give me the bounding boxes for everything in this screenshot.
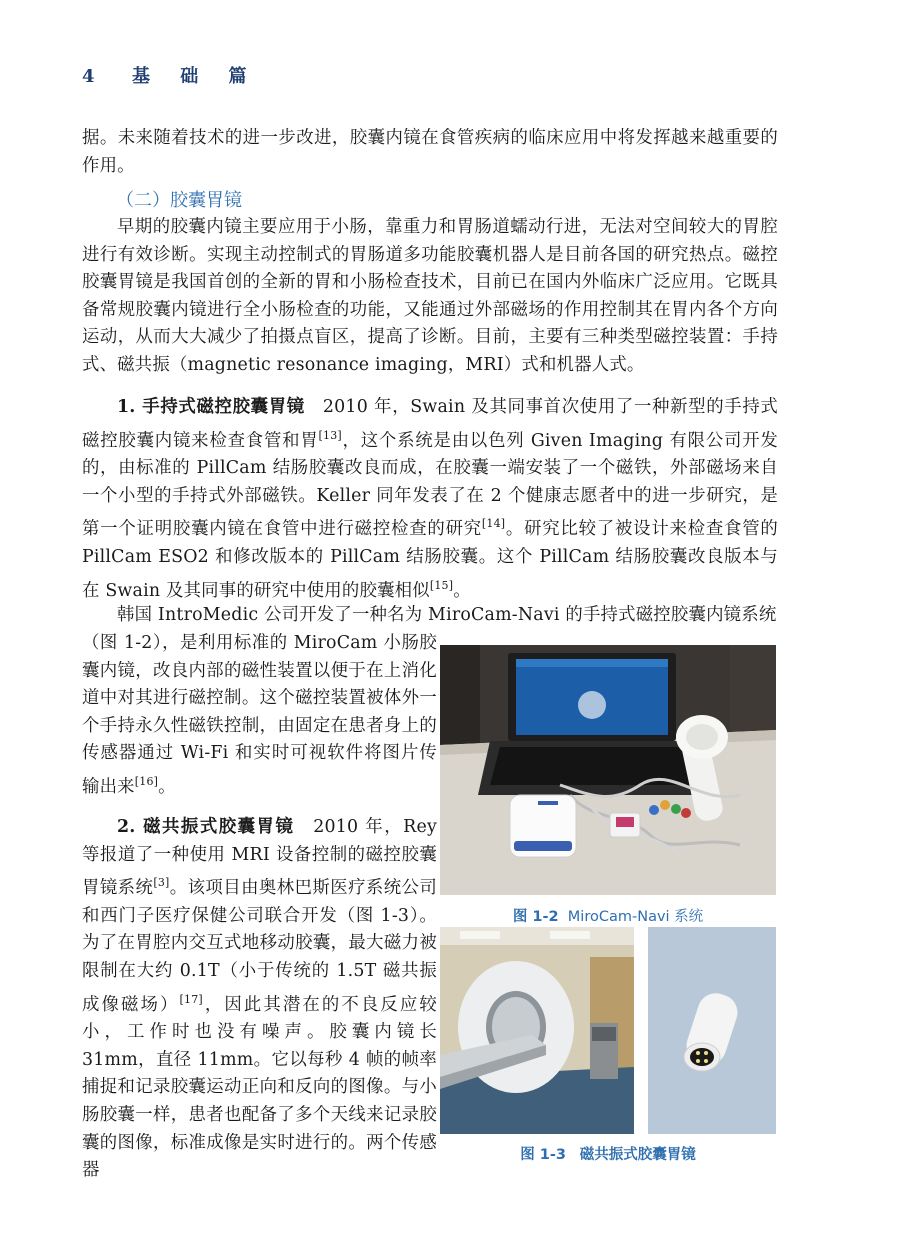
mri-text-3: ，因此其潜在的不良反应较小，工作时也没有噪声。胶囊内镜长 31mm，直径 11mm。它以每秒 4 帧的帧率捕捉和记录胶囊运动正向和反向的图像。与小肠胶囊一样，患者也配备了多个天线来记录胶囊的图像，标准成像是实时进行的。两个传感器 <box>82 994 437 1181</box>
paragraph-continued: 据。未来随着技术的进一步改进，胶囊内镜在食管疾病的临床应用中将发挥越来越重要的作用。 <box>82 128 778 176</box>
handheld-text-1: 2010 年，Swain 及其同事首次使用了一种新型的手持式磁控胶囊内镜来检查食管和胃 <box>82 397 778 451</box>
korea-text-1: （图 1-2），是利用标准的 MiroCam 小肠胶囊内镜，改良内部的磁性装置以便于在上消化道中对其进行磁控制。这个磁控装置被体外一个手持永久性磁铁控制，由固定在患者身上的传感器通过 Wi-Fi 和实时可视软件将图片传输出来 <box>82 633 437 797</box>
paragraph-intro: 早期的胶囊内镜主要应用于小肠，靠重力和胃肠道蠕动行进，无法对空间较大的胃腔进行有效诊断。实现主动控制式的胃肠道多功能胶囊机器人是目前各国的研究热点。磁控胶囊胃镜是我国首创的全新的胃和小肠检查技术，目前已在国内外临床广泛应用。它既具备常规胶囊内镜进行全小肠检查的功能，又能通过外部磁场的作用控制其在胃内各个方向运动，从而大大减少了拍摄点盲区，提高了诊断。目前，主要有三种类型磁控装置：手持式、磁共振（magnetic resonance imaging，MRI）式和机器人式。 <box>82 217 778 375</box>
handheld-heading: 1. 手持式磁控胶囊胃镜 <box>117 397 305 417</box>
korea-text-2: 。 <box>158 776 176 797</box>
paragraph-mri <box>82 814 437 1185</box>
handheld-text-3: 。研究比较了被设计来检查食管的 PillCam ESO2 和修改版本的 PillCam 结肠胶囊。这个 PillCam 结肠胶囊改良版本与在 Swain 及其同事的研究中使用的胶囊相似 <box>82 519 778 601</box>
paragraph-korea <box>82 630 437 802</box>
citation: [14] <box>481 517 506 531</box>
figure-1-3-capsule-photo <box>648 927 776 1134</box>
figure-1-3-title: 磁共振式胶囊胃镜 <box>579 1147 696 1163</box>
citation: [16] <box>134 774 159 788</box>
capsule-illustration <box>648 927 776 1134</box>
section-title: 基 础 篇 <box>132 66 259 87</box>
mri-text-2: 。该项目由奥林巴斯医疗系统公司和西门子医疗保健公司联合开发（图 1-3）。为了在胃腔内交互式地移动胶囊，最大磁力被限制在大约 0.1T（小于传统的 1.5T 磁共振成像磁场） <box>82 878 437 1015</box>
page-number: 4 <box>82 66 95 87</box>
citation: [3] <box>153 876 170 890</box>
figure-1-2-caption <box>440 905 776 926</box>
mri-scanner-illustration <box>440 927 634 1134</box>
figure-1-3-caption <box>440 1143 776 1164</box>
page-header <box>82 62 259 88</box>
section-heading: （二）胶囊胃镜 <box>116 190 242 211</box>
mirocam-navi-illustration <box>440 645 776 895</box>
figure-1-2-label: 图 1-2 <box>512 909 559 925</box>
figure-1-3-label: 图 1-3 <box>520 1147 566 1163</box>
figure-1-3-mri-photo <box>440 927 634 1134</box>
citation: [17] <box>179 992 203 1006</box>
paragraph-korea-first-line: 韩国 IntroMedic 公司开发了一种名为 MiroCam-Navi 的手持式磁控胶囊内镜系统 <box>117 605 777 625</box>
figure-1-2-title: MiroCam-Navi 系统 <box>567 909 704 925</box>
citation: [15] <box>429 578 454 592</box>
handheld-text-2: ，这个系统是由以色列 Given Imaging 有限公司开发的，由标准的 PillCam 结肠胶囊改良而成，在胶囊一端安装了一个磁铁，外部磁场来自一个小型的手持式外部磁铁。Keller 同年发表了在 2 个健康志愿者中的进一步研究，是第一个证明胶囊内镜在食管中进行磁控检查的研究 <box>82 430 778 540</box>
citation: [13] <box>318 428 342 442</box>
handheld-text-4: 。 <box>453 580 471 601</box>
figure-1-2-photo <box>440 645 776 895</box>
paragraph-handheld <box>82 394 778 605</box>
mri-text-1: 2010 年，Rey 等报道了一种使用 MRI 设备控制的磁控胶囊胃镜系统 <box>82 817 437 899</box>
mri-heading: 2. 磁共振式胶囊胃镜 <box>117 817 295 837</box>
